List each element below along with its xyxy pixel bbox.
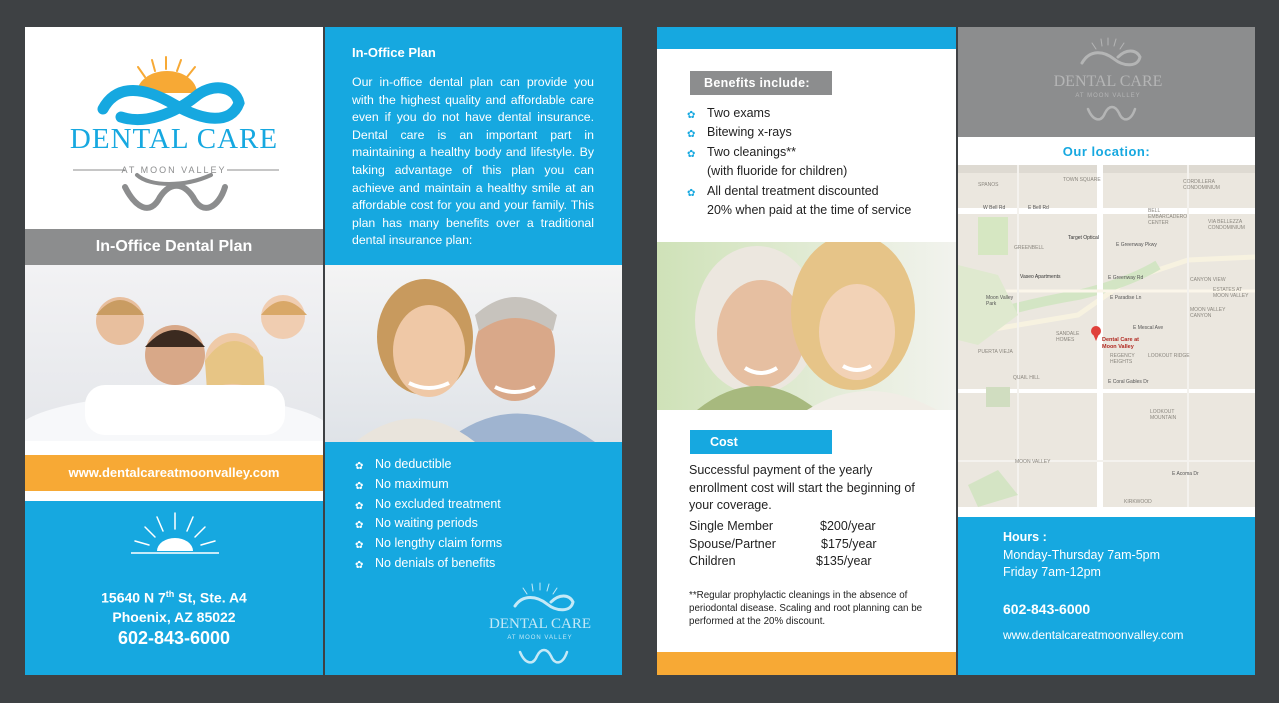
- map-label: E Greenway Rd: [1108, 275, 1144, 281]
- feature-text: No excluded treatment: [375, 496, 501, 511]
- faint-logo-tagline: AT MOON VALLEY: [507, 635, 573, 641]
- map-graphic: [958, 165, 1255, 507]
- dental-care-logo: [25, 47, 323, 227]
- plan-title-bar: [25, 229, 323, 265]
- map-label: QUAIL HILL: [1013, 375, 1040, 381]
- contact-block: [25, 501, 323, 675]
- map-label: E Mescal Ave: [1133, 325, 1164, 331]
- location-website[interactable]: www.dentalcareatmoonvalley.com: [1003, 628, 1184, 642]
- tooth-bullet-icon: ✿: [355, 480, 364, 492]
- price-label: Spouse/Partner: [689, 536, 776, 551]
- sun-icon: [129, 511, 221, 557]
- logo-name: DENTAL CARE: [69, 123, 279, 155]
- address-line-2: Phoenix, AZ 85022: [112, 609, 236, 625]
- map-label: Target Optical: [1068, 235, 1099, 241]
- location-phone[interactable]: 602-843-6000: [1003, 601, 1091, 617]
- price-value: $135/year: [816, 554, 872, 569]
- price-value: $200/year: [820, 519, 876, 533]
- address-sup: th: [165, 589, 175, 599]
- tooth-bullet-icon: ✿: [355, 500, 364, 512]
- feature-item: [355, 514, 605, 534]
- benefit-item: [687, 143, 949, 162]
- hours-line-2: Friday 7am-12pm: [1003, 565, 1101, 579]
- cost-heading-bar: [690, 430, 832, 454]
- benefit-text: Two cleanings**: [707, 144, 796, 159]
- map-label: E Greenway Pkwy: [1116, 242, 1157, 248]
- feature-text: No denials of benefits: [375, 555, 496, 570]
- map-label: KIRKWOOD: [1124, 499, 1152, 505]
- feature-item: [355, 475, 605, 495]
- faint-logo: [475, 582, 605, 667]
- price-label: Children: [689, 554, 736, 569]
- map-label: BELL EMBARCADERO CENTER: [1148, 208, 1188, 226]
- cost-intro: Successful payment of the yearly enrollment cost will start the beginning of your coverage.: [689, 463, 915, 512]
- map-marker-label: Dental Care at Moon Valley: [1102, 337, 1139, 350]
- tooth-bullet-icon: ✿: [687, 187, 696, 199]
- phone-number[interactable]: 602-843-6000: [117, 628, 231, 648]
- benefit-text: Bitewing x-rays: [707, 125, 792, 140]
- map-label: ESTATES AT MOON VALLEY: [1213, 287, 1249, 299]
- map-label: LOOKOUT MOUNTAIN: [1150, 409, 1177, 421]
- tooth-bullet-icon: ✿: [687, 110, 696, 121]
- map-label: E Bell Rd: [1028, 205, 1049, 211]
- benefit-item: [687, 182, 949, 201]
- map-label: MOON VALLEY CANYON: [1190, 307, 1226, 319]
- map-label: SPANOS: [978, 182, 999, 188]
- family-photo: [25, 265, 323, 441]
- map-label: VIA BELLEZZA CONDOMINIUM: [1208, 219, 1245, 231]
- map-label: LOOKOUT RIDGE: [1148, 353, 1190, 359]
- location-logo-name: DENTAL CARE: [1053, 73, 1163, 90]
- top-blue-strip: [657, 27, 956, 49]
- tooth-bullet-icon: ✿: [355, 520, 364, 532]
- feature-text: No lengthy claim forms: [375, 536, 503, 551]
- location-heading: Our location:: [1062, 144, 1151, 159]
- address-line-1: [25, 589, 323, 606]
- location-logo: [1038, 37, 1178, 127]
- feature-text: No maximum: [375, 476, 449, 491]
- benefit-text: All dental treatment discounted: [707, 183, 879, 198]
- benefit-text: (with fluoride for children): [707, 164, 848, 179]
- hours-label: Hours :: [1003, 530, 1047, 544]
- feature-item: [355, 554, 605, 574]
- feature-item: [355, 455, 605, 475]
- grandmother-child-photo: [657, 242, 956, 410]
- location-logo-block: [958, 27, 1255, 137]
- website-link[interactable]: www.dentalcareatmoonvalley.com: [68, 465, 280, 480]
- logo-tagline: AT MOON VALLEY: [121, 165, 227, 175]
- website-bar[interactable]: [25, 455, 323, 491]
- map-label: E Paradise Ln: [1110, 295, 1142, 301]
- price-value: $175/year: [821, 536, 877, 551]
- price-table: [689, 518, 929, 571]
- hours-line-1: Monday-Thursday 7am-5pm: [1003, 548, 1161, 562]
- benefit-item: [687, 162, 949, 181]
- price-row: [689, 518, 929, 536]
- map-label: MOON VALLEY: [1015, 459, 1051, 465]
- map-label: CANYON VIEW: [1190, 277, 1226, 283]
- cost-heading: Cost: [710, 435, 738, 449]
- tooth-bullet-icon: ✿: [355, 540, 364, 552]
- map-label: SANDALE HOMES: [1056, 331, 1080, 343]
- map-label: TOWN SQUARE: [1063, 177, 1101, 183]
- plan-features-list: [355, 455, 605, 574]
- benefit-item: [687, 201, 949, 220]
- feature-text: No deductible: [375, 457, 452, 471]
- plan-title: In-Office Dental Plan: [95, 238, 253, 255]
- map-label: REGENCY HEIGHTS: [1110, 353, 1135, 365]
- faint-logo-name: DENTAL CARE: [489, 616, 591, 632]
- benefit-item: [687, 123, 949, 142]
- map-label: GREENBELL: [1014, 245, 1045, 251]
- address-suite: St, Ste. A4: [174, 589, 247, 606]
- map-label: E Coral Gables Dr: [1108, 379, 1149, 385]
- map-label: Vaseo Apartments: [1020, 274, 1061, 280]
- cost-footnote: **Regular prophylactic cleanings in the absence of periodontal disease. Scaling and root planning can be performed at the 20% discount.: [689, 590, 923, 627]
- contact-info-block: [958, 517, 1255, 675]
- plan-heading: In-Office Plan: [352, 45, 436, 60]
- feature-item: [355, 534, 605, 554]
- plan-details-panel: [325, 27, 622, 675]
- cover-panel: [25, 27, 323, 675]
- location-map[interactable]: [958, 165, 1255, 507]
- map-label: E Acoma Dr: [1172, 471, 1199, 477]
- feature-text: No waiting periods: [375, 516, 478, 531]
- tooth-bullet-icon: ✿: [687, 148, 696, 160]
- tooth-bullet-icon: ✿: [687, 129, 696, 141]
- location-logo-tagline: AT MOON VALLEY: [1075, 93, 1141, 99]
- benefit-text: Two exams: [707, 106, 771, 120]
- feature-item: [355, 495, 605, 515]
- price-row: [689, 536, 929, 554]
- address-street: 15640 N 7: [101, 589, 166, 606]
- benefits-heading: Benefits include:: [704, 76, 810, 90]
- tooth-bullet-icon: ✿: [355, 461, 364, 472]
- location-panel: [958, 27, 1255, 675]
- plan-body-text: Our in-office dental plan can provide you with the highest quality and affordable care even if you do not have dental insurance. Dental care is an important part in maintaining a healthy body and lifestyle. By taking advantage of this plan you can achieve and maintain a healthy smile at an affordable cost for you and your family. This plan has many benefits over a traditional dental insurance plan:: [352, 75, 594, 248]
- benefit-text: 20% when paid at the time of service: [707, 203, 912, 218]
- benefits-heading-bar: [690, 71, 832, 95]
- benefits-panel: [657, 27, 956, 675]
- benefit-item: [687, 104, 949, 123]
- map-label: PUERTA VIEJA: [978, 349, 1013, 355]
- tooth-bullet-icon: ✿: [355, 559, 364, 571]
- map-label: W Bell Rd: [983, 205, 1006, 211]
- map-label: Moon Valley Park: [986, 295, 1014, 307]
- bottom-orange-strip: [657, 652, 956, 675]
- map-label: CORDILLERA CONDOMINIUM: [1183, 179, 1220, 191]
- couple-photo: [325, 265, 622, 442]
- benefits-list: [687, 104, 949, 220]
- price-row: [689, 553, 929, 571]
- price-label: Single Member: [689, 519, 774, 533]
